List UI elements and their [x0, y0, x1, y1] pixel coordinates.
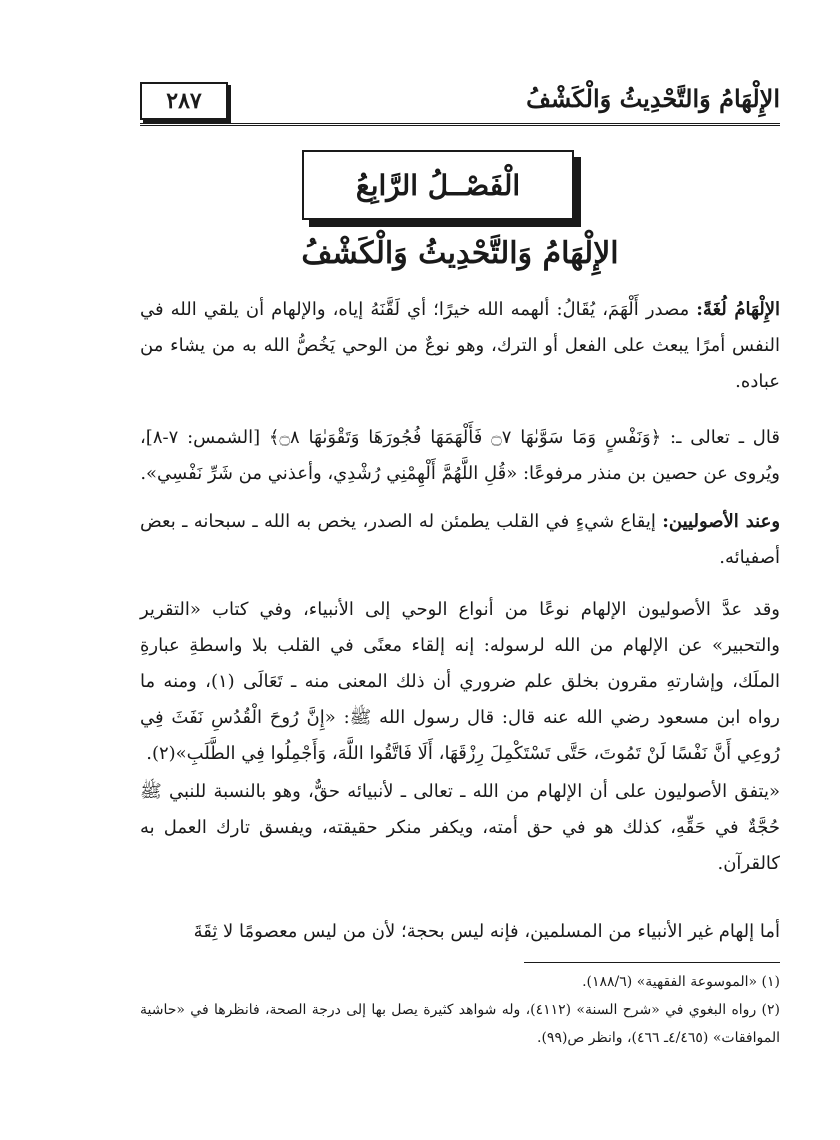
paragraph-5-text: «يتفق الأصوليون على أن الإلهام من الله ـ تعالى ـ لأنبيائه حقٌّ، وهو بالنسبة للنبي ﷺ حُجَّةٌ في حَقِّهِ، كذلك هو في حق أمته، ويكفر منكر حقيقته، ويفسق تارك العمل به كالقرآن.	[140, 781, 780, 874]
chapter-title-box: الْفَصْــلُ الرَّابِعُ	[302, 150, 574, 220]
paragraph-3	[140, 504, 780, 576]
paragraph-4	[140, 592, 780, 772]
footnote-2: (٢) رواه البغوي في «شرح السنة» (٤١١٢)، وله شواهد كثيرة يصل بها إلى درجة الصحة، فانظرها في «حاشية الموافقات» (٤/٤٦٥ـ ٤٦٦)، وانظر ص(٩٩).	[140, 1002, 780, 1046]
paragraph-1-text: مصدر أَلْهَمَ، يُقَالُ: ألهمه الله خيرًا؛ أي لَقَّنَهُ إياه، والإلهام أن يلقي الله في النفس أمرًا يبعث على الفعل أو الترك، وهو نوعٌ من الوحي يَخُصُّ الله به من يشاء من عباده.	[140, 299, 780, 392]
page-number: ٢٨٧	[140, 82, 228, 120]
section-title: الإِلْهَامُ وَالتَّحْدِيثُ وَالْكَشْفُ	[301, 236, 619, 271]
paragraph-3-text: إيقاع شيءٍ في القلب يطمئن له الصدر، يخص به الله ـ سبحانه ـ بعض أصفيائه.	[140, 511, 780, 568]
paragraph-6-text: أما إلهام غير الأنبياء من المسلمين، فإنه ليس بحجة؛ لأن من ليس معصومًا لا ثِقَةَ	[193, 921, 780, 942]
paragraph-5	[140, 774, 780, 882]
paragraph-2-text: قال ـ تعالى ـ: ﴿وَنَفْسٍ وَمَا سَوَّىٰهَا ۝٧ فَأَلْهَمَهَا فُجُورَهَا وَتَقْوَىٰهَا ۝٨﴾ [الشمس: ٧-٨]، ويُروى عن حصين بن منذر مرفوعًا: «قُلِ اللَّهُمَّ أَلْهِمْنِي رُشْدِي، وأعذني من شَرِّ نَفْسِي».	[140, 427, 780, 484]
paragraph-3-lead: وعند الأصوليين:	[662, 511, 781, 532]
paragraph-1-lead: الإِلْهَامُ لُغَةً:	[696, 299, 781, 320]
paragraph-1	[140, 292, 780, 400]
footnote-1: (١) «الموسوعة الفقهية» (١٨٨/٦).	[582, 974, 780, 990]
running-title: الإِلْهَامُ وَالتَّحْدِيثُ وَالْكَشْفُ	[526, 84, 780, 113]
paragraph-6	[140, 914, 780, 950]
footnote-rule	[524, 962, 780, 963]
paragraph-2	[140, 420, 780, 492]
paragraph-4-text: وقد عدَّ الأصوليون الإلهام نوعًا من أنواع الوحي إلى الأنبياء، وفي كتاب «التقرير والتحبير» عن الإلهام من الله لرسوله: إنه إلقاء معنًى في القلب بلا واسطةِ عبارةِ الملَك، وإشارتهِ مقرون بخلق علم ضروري أن ذلك المعنى منه ـ تَعَالَى (١)، ومنه ما رواه ابن مسعود رضي الله عنه قال: قال رسول الله ﷺ: «إِنَّ رُوحَ الْقُدُسِ نَفَثَ فِي رُوعِي أَنَّ نَفْسًا لَنْ تَمُوتَ، حَتَّى تَسْتَكْمِلَ رِزْقَهَا، أَلَا فَاتَّقُوا اللَّهَ، وَأَجْمِلُوا فِي الطَّلَبِ»(٢).	[140, 599, 781, 764]
header-rule	[140, 123, 780, 129]
